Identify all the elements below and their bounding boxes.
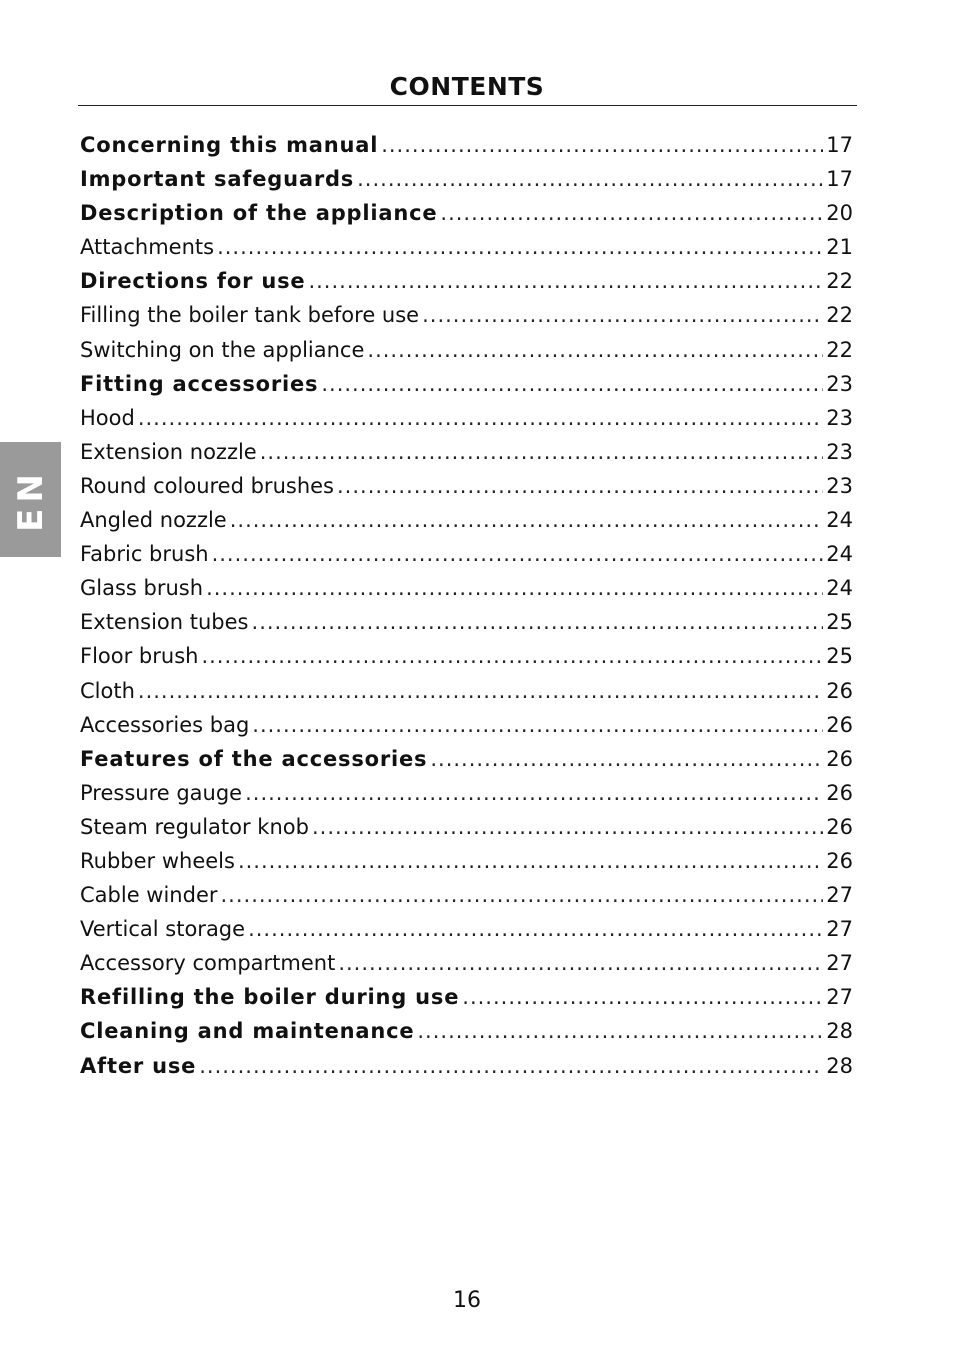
toc-entry bbox=[80, 1019, 853, 1053]
language-tab-label: EN bbox=[10, 467, 51, 532]
toc-leader-dots bbox=[367, 338, 823, 362]
toc-leader-dots bbox=[462, 985, 823, 1009]
toc-entry-label: Refilling the boiler during use bbox=[80, 985, 460, 1010]
language-tab bbox=[0, 442, 61, 557]
toc-entry-label: After use bbox=[80, 1053, 197, 1078]
toc-leader-dots bbox=[199, 1054, 823, 1078]
toc-entry bbox=[80, 167, 853, 201]
toc-entry-page: 27 bbox=[826, 985, 853, 1010]
toc-entry bbox=[80, 951, 853, 985]
toc-entry-label: Fabric brush bbox=[80, 542, 209, 567]
toc-entry bbox=[80, 440, 853, 474]
toc-entry-label: Cleaning and maintenance bbox=[80, 1019, 415, 1044]
toc-leader-dots bbox=[381, 133, 823, 157]
toc-leader-dots bbox=[252, 713, 823, 737]
toc-entry-page: 23 bbox=[826, 405, 853, 430]
toc-leader-dots bbox=[238, 849, 823, 873]
toc-entry-page: 24 bbox=[826, 576, 853, 601]
toc-entry-page: 26 bbox=[826, 848, 853, 873]
toc-entry-page: 22 bbox=[826, 303, 853, 328]
toc-entry-label: Glass brush bbox=[80, 576, 204, 601]
toc-entry bbox=[80, 815, 853, 849]
toc-leader-dots bbox=[138, 406, 823, 430]
toc-entry-page: 23 bbox=[826, 473, 853, 498]
toc-entry-page: 23 bbox=[826, 439, 853, 464]
toc-entry bbox=[80, 406, 853, 440]
toc-entry-page: 17 bbox=[826, 167, 853, 192]
toc-entry-label: Attachments bbox=[80, 235, 215, 260]
toc-entry bbox=[80, 849, 853, 883]
toc-entry bbox=[80, 713, 853, 747]
toc-entry bbox=[80, 610, 853, 644]
toc-entry-label: Important safeguards bbox=[80, 167, 355, 192]
toc-entry bbox=[80, 338, 853, 372]
toc-leader-dots bbox=[138, 679, 823, 703]
toc-entry-page: 25 bbox=[826, 644, 853, 669]
toc-entry bbox=[80, 474, 853, 508]
toc-entry-page: 21 bbox=[826, 235, 853, 260]
toc-leader-dots bbox=[308, 269, 823, 293]
toc-entry-page: 26 bbox=[826, 678, 853, 703]
toc-leader-dots bbox=[221, 883, 824, 907]
toc-entry-page: 23 bbox=[826, 371, 853, 396]
toc-leader-dots bbox=[260, 440, 824, 464]
toc-leader-dots bbox=[357, 167, 823, 191]
toc-entry-label: Cable winder bbox=[80, 883, 218, 908]
toc-entry-label: Floor brush bbox=[80, 644, 199, 669]
toc-entry-page: 28 bbox=[826, 1053, 853, 1078]
toc-leader-dots bbox=[206, 576, 823, 600]
toc-entry-page: 27 bbox=[826, 951, 853, 976]
toc-entry-label: Fitting accessories bbox=[80, 371, 319, 396]
toc-entry-page: 24 bbox=[826, 542, 853, 567]
toc-entry-label: Hood bbox=[80, 405, 135, 430]
toc-entry-label: Cloth bbox=[80, 678, 135, 703]
toc-entry-page: 26 bbox=[826, 746, 853, 771]
table-of-contents bbox=[80, 133, 853, 1088]
toc-leader-dots bbox=[248, 917, 823, 941]
toc-entry-label: Features of the accessories bbox=[80, 746, 428, 771]
toc-entry-page: 17 bbox=[826, 133, 853, 157]
toc-entry bbox=[80, 303, 853, 337]
toc-entry-label: Filling the boiler tank before use bbox=[80, 303, 420, 328]
toc-entry-page: 26 bbox=[826, 780, 853, 805]
toc-entry-label: Accessory compartment bbox=[80, 951, 336, 976]
toc-entry-label: Rubber wheels bbox=[80, 848, 235, 873]
toc-leader-dots bbox=[201, 644, 823, 668]
toc-entry-label: Extension nozzle bbox=[80, 439, 257, 464]
toc-entry-label: Description of the appliance bbox=[80, 201, 438, 226]
toc-entry-page: 24 bbox=[826, 508, 853, 533]
toc-entry bbox=[80, 747, 853, 781]
toc-entry bbox=[80, 679, 853, 713]
toc-entry-label: Extension tubes bbox=[80, 610, 249, 635]
toc-entry-label: Round coloured brushes bbox=[80, 473, 334, 498]
toc-leader-dots bbox=[337, 474, 823, 498]
toc-entry bbox=[80, 781, 853, 815]
toc-leader-dots bbox=[252, 610, 824, 634]
toc-entry bbox=[80, 269, 853, 303]
toc-leader-dots bbox=[212, 542, 824, 566]
toc-leader-dots bbox=[430, 747, 823, 771]
toc-entry-page: 22 bbox=[826, 337, 853, 362]
toc-entry-page: 22 bbox=[826, 269, 853, 294]
toc-leader-dots bbox=[440, 201, 823, 225]
toc-entry bbox=[80, 644, 853, 678]
toc-entry-label: Concerning this manual bbox=[80, 133, 379, 157]
toc-entry bbox=[80, 133, 853, 167]
toc-entry-label: Steam regulator knob bbox=[80, 814, 309, 839]
toc-entry bbox=[80, 201, 853, 235]
toc-entry-page: 26 bbox=[826, 712, 853, 737]
toc-entry bbox=[80, 1054, 853, 1088]
toc-entry bbox=[80, 917, 853, 951]
toc-leader-dots bbox=[321, 372, 823, 396]
toc-leader-dots bbox=[230, 508, 824, 532]
toc-entry-page: 27 bbox=[826, 917, 853, 942]
toc-leader-dots bbox=[417, 1019, 823, 1043]
title-rule bbox=[78, 105, 857, 106]
toc-entry-page: 20 bbox=[826, 201, 853, 226]
toc-entry bbox=[80, 372, 853, 406]
toc-entry-label: Accessories bag bbox=[80, 712, 250, 737]
toc-entry-label: Angled nozzle bbox=[80, 508, 227, 533]
toc-entry-label: Switching on the appliance bbox=[80, 337, 365, 362]
toc-entry-label: Vertical storage bbox=[80, 917, 246, 942]
toc-entry bbox=[80, 508, 853, 542]
page-number: 16 bbox=[453, 1288, 481, 1313]
toc-entry bbox=[80, 235, 853, 269]
toc-entry bbox=[80, 576, 853, 610]
toc-leader-dots bbox=[245, 781, 823, 805]
toc-entry-page: 25 bbox=[826, 610, 853, 635]
toc-leader-dots bbox=[312, 815, 823, 839]
toc-entry bbox=[80, 985, 853, 1019]
toc-entry-page: 26 bbox=[826, 814, 853, 839]
toc-entry-page: 27 bbox=[826, 883, 853, 908]
toc-leader-dots bbox=[338, 951, 823, 975]
toc-entry-label: Pressure gauge bbox=[80, 780, 243, 805]
page-title: CONTENTS bbox=[389, 72, 545, 101]
toc-entry-label: Directions for use bbox=[80, 269, 306, 294]
toc-entry bbox=[80, 883, 853, 917]
toc-leader-dots bbox=[217, 235, 823, 259]
toc-entry bbox=[80, 542, 853, 576]
toc-leader-dots bbox=[422, 303, 823, 327]
toc-entry-page: 28 bbox=[826, 1019, 853, 1044]
